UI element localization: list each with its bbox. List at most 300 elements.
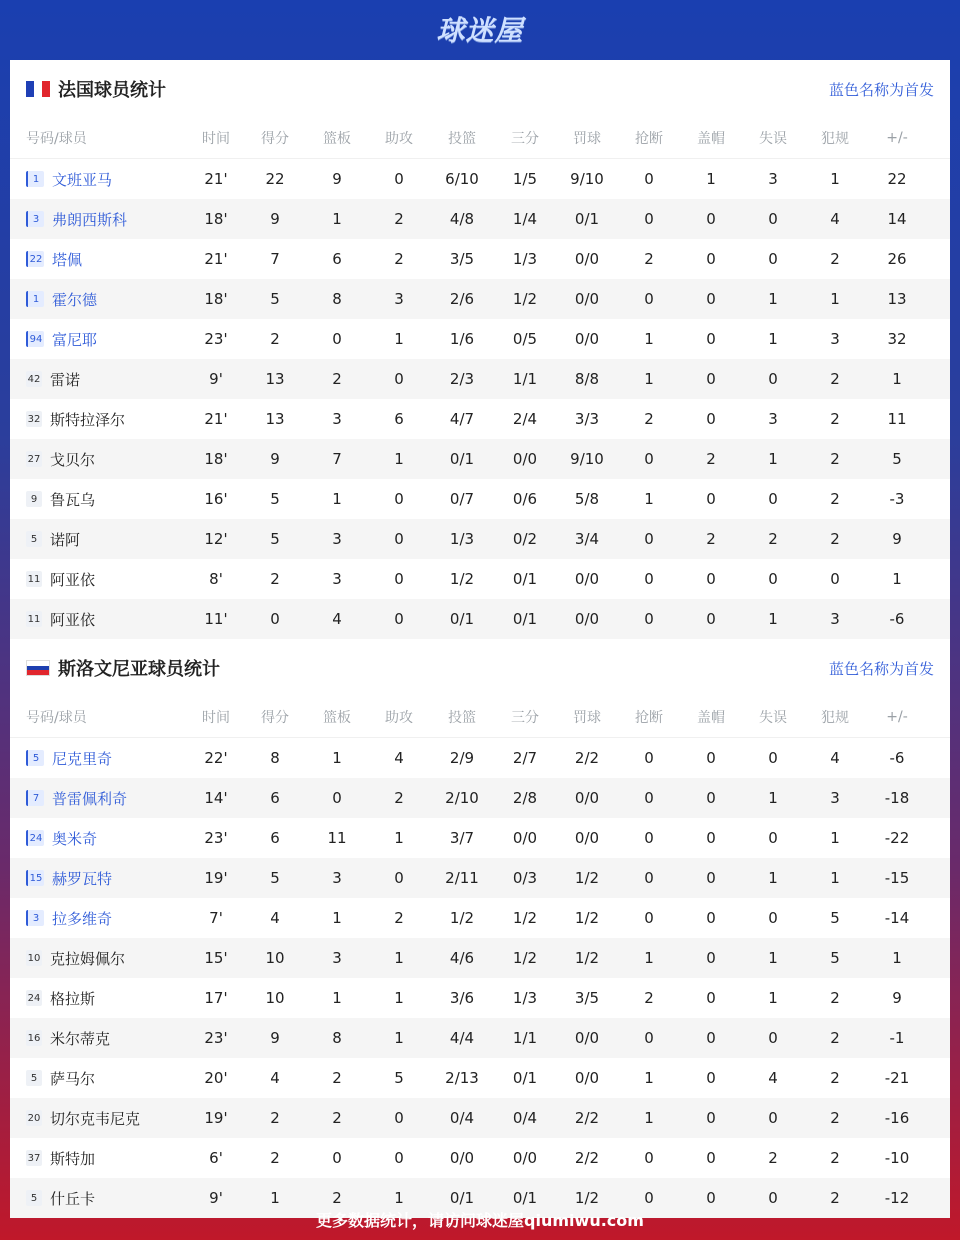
stat-rebounds: 1 [332, 210, 342, 228]
stat-free-throws: 0/0 [574, 250, 600, 268]
table-row[interactable] [10, 239, 950, 279]
stat-points: 2 [270, 1149, 280, 1167]
stat-points: 22 [265, 170, 285, 188]
footer-banner: 更多数据统计，请访问球迷屋qiumiwu.com [316, 1210, 644, 1230]
stat-fouls: 2 [830, 530, 840, 548]
stat-fouls: 4 [830, 210, 840, 228]
stat-free-throws: 1/2 [574, 1189, 600, 1207]
stat-turnovers: 1 [768, 610, 778, 628]
jersey-number-badge: 24 [26, 990, 42, 1006]
stat-three-pointers: 0/1 [512, 570, 538, 588]
stat-field-goals: 0/0 [449, 1149, 475, 1167]
stat-points: 2 [270, 1109, 280, 1127]
stat-minutes: 18' [204, 450, 228, 468]
stat-steals: 0 [644, 1189, 654, 1207]
stat-three-pointers: 1/4 [512, 210, 538, 228]
stat-assists: 2 [394, 789, 404, 807]
header-field-goals: 投篮 [448, 710, 476, 726]
stat-minutes: 18' [204, 290, 228, 308]
header-minutes: 时间 [202, 710, 230, 726]
stat-points: 10 [265, 989, 285, 1007]
stat-field-goals: 3/7 [449, 829, 475, 847]
top-bar [0, 0, 960, 58]
header-plus-minus: +/- [886, 709, 908, 725]
stat-points: 2 [270, 570, 280, 588]
stat-rebounds: 1 [332, 909, 342, 927]
stat-fouls: 3 [830, 610, 840, 628]
jersey-number-badge: 20 [26, 1110, 42, 1126]
stat-points: 5 [270, 290, 280, 308]
stat-rebounds: 0 [332, 330, 342, 348]
player-name[interactable]: 斯特加 [50, 1149, 96, 1168]
stat-field-goals: 2/13 [445, 1069, 479, 1087]
stat-plus-minus: -14 [884, 909, 910, 927]
stat-minutes: 15' [204, 949, 228, 967]
stat-assists: 0 [394, 1149, 404, 1167]
stat-three-pointers: 0/2 [512, 530, 538, 548]
stat-blocks: 0 [706, 1029, 716, 1047]
header-rebounds: 篮板 [323, 710, 351, 726]
stat-turnovers: 0 [768, 490, 778, 508]
table-row[interactable] [10, 439, 950, 479]
stat-fouls: 2 [830, 1109, 840, 1127]
stat-three-pointers: 1/1 [512, 370, 538, 388]
stat-assists: 0 [394, 610, 404, 628]
stat-free-throws: 3/3 [574, 410, 600, 428]
stat-three-pointers: 0/1 [512, 610, 538, 628]
player-name[interactable]: 斯特拉泽尔 [50, 410, 126, 429]
stat-plus-minus: 22 [887, 170, 907, 188]
player-cell [10, 569, 184, 590]
player-name[interactable]: 奥米奇 [52, 829, 98, 848]
stat-plus-minus: 9 [892, 989, 902, 1007]
stat-points: 9 [270, 210, 280, 228]
stat-plus-minus: 1 [892, 370, 902, 388]
stat-field-goals: 4/7 [449, 410, 475, 428]
jersey-number-badge: 10 [26, 950, 42, 966]
stat-rebounds: 7 [332, 450, 342, 468]
team-section [10, 60, 950, 639]
stat-plus-minus: 9 [892, 530, 902, 548]
stat-blocks: 0 [706, 989, 716, 1007]
stat-assists: 1 [394, 1189, 404, 1207]
header-turnovers: 失误 [759, 131, 787, 147]
player-name[interactable]: 塔佩 [52, 250, 83, 269]
stat-three-pointers: 1/5 [512, 170, 538, 188]
stat-steals: 1 [644, 1109, 654, 1127]
stat-points: 1 [270, 1189, 280, 1207]
stat-blocks: 0 [706, 570, 716, 588]
stat-assists: 4 [394, 749, 404, 767]
stat-points: 9 [270, 1029, 280, 1047]
player-name[interactable]: 普雷佩利奇 [52, 789, 128, 808]
stat-points: 13 [265, 370, 285, 388]
player-name[interactable]: 米尔蒂克 [50, 1029, 111, 1048]
stat-plus-minus: -15 [884, 869, 910, 887]
stat-rebounds: 3 [332, 949, 342, 967]
player-cell [10, 329, 184, 350]
jersey-number-badge: 22 [26, 251, 44, 267]
player-cell [10, 948, 184, 969]
jersey-number-badge: 32 [26, 411, 42, 427]
stat-turnovers: 0 [768, 570, 778, 588]
stat-turnovers: 0 [768, 749, 778, 767]
player-cell [10, 1108, 184, 1129]
table-row[interactable] [10, 1098, 950, 1138]
header-player: 号码/球员 [26, 710, 87, 726]
player-name[interactable]: 格拉斯 [50, 989, 96, 1008]
stat-plus-minus: -6 [889, 610, 905, 628]
stat-steals: 0 [644, 610, 654, 628]
stat-field-goals: 4/4 [449, 1029, 475, 1047]
jersey-number-badge: 9 [26, 491, 42, 507]
table-row[interactable] [10, 938, 950, 978]
stat-plus-minus: 32 [887, 330, 907, 348]
stat-fouls: 2 [830, 1029, 840, 1047]
stat-steals: 2 [644, 410, 654, 428]
stat-free-throws: 0/0 [574, 290, 600, 308]
stat-minutes: 21' [204, 170, 228, 188]
stat-assists: 6 [394, 410, 404, 428]
stat-three-pointers: 1/2 [512, 909, 538, 927]
stat-blocks: 0 [706, 829, 716, 847]
stat-blocks: 0 [706, 370, 716, 388]
stat-free-throws: 0/0 [574, 789, 600, 807]
player-cell [10, 609, 184, 630]
stat-plus-minus: -22 [884, 829, 910, 847]
stat-three-pointers: 0/1 [512, 1069, 538, 1087]
stat-blocks: 1 [706, 170, 716, 188]
stat-three-pointers: 0/0 [512, 450, 538, 468]
header-blocks: 盖帽 [697, 710, 725, 726]
stat-fouls: 2 [830, 989, 840, 1007]
stat-rebounds: 4 [332, 610, 342, 628]
france-flag-icon [26, 81, 50, 97]
stat-fouls: 2 [830, 450, 840, 468]
header-fouls: 犯规 [821, 710, 849, 726]
player-name[interactable]: 雷诺 [50, 370, 81, 389]
stat-minutes: 12' [204, 530, 228, 548]
stat-turnovers: 2 [768, 1149, 778, 1167]
player-name[interactable]: 戈贝尔 [50, 450, 96, 469]
stat-assists: 5 [394, 1069, 404, 1087]
stat-assists: 1 [394, 330, 404, 348]
stat-free-throws: 9/10 [570, 170, 604, 188]
stat-minutes: 21' [204, 410, 228, 428]
stat-turnovers: 1 [768, 989, 778, 1007]
stat-blocks: 0 [706, 290, 716, 308]
stat-minutes: 11' [204, 610, 228, 628]
stat-steals: 1 [644, 490, 654, 508]
player-cell [10, 1148, 184, 1169]
stat-field-goals: 2/3 [449, 370, 475, 388]
stat-blocks: 0 [706, 610, 716, 628]
stat-minutes: 21' [204, 250, 228, 268]
player-cell [10, 449, 184, 470]
table-row[interactable] [10, 1058, 950, 1098]
stat-minutes: 14' [204, 789, 228, 807]
stat-plus-minus: -3 [889, 490, 905, 508]
player-name[interactable]: 霍尔德 [52, 290, 98, 309]
table-row[interactable] [10, 279, 950, 319]
stat-steals: 0 [644, 1149, 654, 1167]
stat-field-goals: 2/6 [449, 290, 475, 308]
team-section [10, 639, 950, 1218]
stat-rebounds: 0 [332, 789, 342, 807]
stat-three-pointers: 1/1 [512, 1029, 538, 1047]
stat-rebounds: 9 [332, 170, 342, 188]
table-row[interactable] [10, 319, 950, 359]
team-title: 斯洛文尼亚球员统计 [58, 659, 220, 680]
player-name[interactable]: 切尔克韦尼克 [50, 1109, 141, 1128]
player-cell [10, 748, 184, 769]
player-name[interactable]: 富尼耶 [52, 330, 98, 349]
stat-three-pointers: 1/3 [512, 250, 538, 268]
table-row[interactable] [10, 519, 950, 559]
stat-blocks: 0 [706, 869, 716, 887]
stat-points: 5 [270, 869, 280, 887]
jersey-number-badge: 15 [26, 870, 44, 886]
stat-rebounds: 6 [332, 250, 342, 268]
jersey-number-badge: 5 [26, 750, 44, 766]
player-name[interactable]: 拉多维奇 [52, 909, 113, 928]
player-name[interactable]: 阿亚依 [50, 570, 96, 589]
player-cell [10, 209, 184, 230]
stat-turnovers: 1 [768, 290, 778, 308]
stat-free-throws: 0/0 [574, 610, 600, 628]
stat-free-throws: 0/0 [574, 570, 600, 588]
player-name[interactable]: 阿亚依 [50, 610, 96, 629]
table-row[interactable] [10, 738, 950, 778]
section-title [26, 655, 220, 681]
stat-turnovers: 1 [768, 330, 778, 348]
stat-points: 9 [270, 450, 280, 468]
table-row[interactable] [10, 1018, 950, 1058]
stat-points: 4 [270, 1069, 280, 1087]
stat-turnovers: 0 [768, 250, 778, 268]
header-turnovers: 失误 [759, 710, 787, 726]
player-name[interactable]: 什丘卡 [50, 1189, 96, 1208]
stat-three-pointers: 0/5 [512, 330, 538, 348]
table-row[interactable] [10, 818, 950, 858]
stat-steals: 1 [644, 949, 654, 967]
stat-blocks: 0 [706, 490, 716, 508]
stat-fouls: 2 [830, 370, 840, 388]
section-header [10, 60, 950, 118]
table-row[interactable] [10, 559, 950, 599]
stat-assists: 0 [394, 370, 404, 388]
table-row[interactable] [10, 479, 950, 519]
stat-fouls: 1 [830, 290, 840, 308]
player-cell [10, 409, 184, 430]
stat-blocks: 0 [706, 1069, 716, 1087]
stat-minutes: 23' [204, 1029, 228, 1047]
brand-logo: 球迷屋 [436, 14, 524, 47]
stat-turnovers: 1 [768, 949, 778, 967]
player-cell [10, 1028, 184, 1049]
jersey-number-badge: 24 [26, 830, 44, 846]
stat-plus-minus: -1 [889, 1029, 905, 1047]
stat-minutes: 9' [209, 1189, 223, 1207]
player-cell [10, 289, 184, 310]
stat-field-goals: 3/6 [449, 989, 475, 1007]
stat-fouls: 1 [830, 869, 840, 887]
stat-points: 5 [270, 490, 280, 508]
player-name[interactable]: 鲁瓦乌 [50, 490, 96, 509]
header-field-goals: 投篮 [448, 131, 476, 147]
stat-free-throws: 1/2 [574, 909, 600, 927]
stat-assists: 0 [394, 170, 404, 188]
stat-points: 2 [270, 330, 280, 348]
stat-free-throws: 3/4 [574, 530, 600, 548]
header-three-pointers: 三分 [511, 131, 539, 147]
table-row[interactable] [10, 978, 950, 1018]
stat-rebounds: 1 [332, 989, 342, 1007]
stat-plus-minus: 14 [887, 210, 907, 228]
slovenia-flag-icon [26, 660, 50, 676]
stat-blocks: 0 [706, 1109, 716, 1127]
stat-field-goals: 1/3 [449, 530, 475, 548]
player-cell [10, 788, 184, 809]
stat-steals: 0 [644, 749, 654, 767]
player-name[interactable]: 尼克里奇 [52, 749, 113, 768]
table-row[interactable] [10, 399, 950, 439]
stat-assists: 0 [394, 570, 404, 588]
stat-turnovers: 0 [768, 210, 778, 228]
header-free-throws: 罚球 [573, 710, 601, 726]
player-name[interactable]: 诺阿 [50, 530, 81, 549]
stat-turnovers: 0 [768, 909, 778, 927]
starter-legend-note: 蓝色名称为首发 [828, 80, 934, 99]
stat-rebounds: 3 [332, 570, 342, 588]
stat-plus-minus: 11 [887, 410, 907, 428]
player-name[interactable]: 弗朗西斯科 [52, 210, 128, 229]
stat-minutes: 22' [204, 749, 228, 767]
stat-steals: 0 [644, 450, 654, 468]
stat-free-throws: 5/8 [574, 490, 600, 508]
stat-rebounds: 2 [332, 370, 342, 388]
stat-assists: 0 [394, 869, 404, 887]
stat-plus-minus: 13 [887, 290, 907, 308]
player-name[interactable]: 克拉姆佩尔 [50, 949, 126, 968]
stat-field-goals: 2/11 [445, 869, 479, 887]
table-row[interactable] [10, 359, 950, 399]
player-cell [10, 868, 184, 889]
jersey-number-badge: 11 [26, 571, 42, 587]
stat-rebounds: 8 [332, 290, 342, 308]
stat-free-throws: 1/2 [574, 869, 600, 887]
stat-assists: 1 [394, 989, 404, 1007]
jersey-number-badge: 27 [26, 451, 42, 467]
stat-free-throws: 8/8 [574, 370, 600, 388]
stat-field-goals: 1/2 [449, 570, 475, 588]
stat-field-goals: 3/5 [449, 250, 475, 268]
stat-rebounds: 0 [332, 1149, 342, 1167]
stat-plus-minus: -21 [884, 1069, 910, 1087]
player-name[interactable]: 赫罗瓦特 [52, 869, 113, 888]
player-cell [10, 988, 184, 1009]
stat-field-goals: 4/6 [449, 949, 475, 967]
stat-rebounds: 3 [332, 530, 342, 548]
stat-three-pointers: 0/4 [512, 1109, 538, 1127]
player-name[interactable]: 文班亚马 [52, 170, 113, 189]
stat-three-pointers: 0/0 [512, 1149, 538, 1167]
stat-fouls: 1 [830, 170, 840, 188]
table-row[interactable] [10, 778, 950, 818]
stat-three-pointers: 1/2 [512, 949, 538, 967]
table-row[interactable] [10, 858, 950, 898]
stat-fouls: 3 [830, 330, 840, 348]
section-header [10, 639, 950, 697]
stat-blocks: 0 [706, 909, 716, 927]
stat-rebounds: 2 [332, 1189, 342, 1207]
stat-turnovers: 0 [768, 1029, 778, 1047]
stat-steals: 0 [644, 290, 654, 308]
stat-points: 0 [270, 610, 280, 628]
table-header [10, 697, 950, 738]
stat-turnovers: 3 [768, 170, 778, 188]
player-cell [10, 489, 184, 510]
stat-blocks: 0 [706, 949, 716, 967]
stat-steals: 2 [644, 250, 654, 268]
stat-field-goals: 1/6 [449, 330, 475, 348]
player-name[interactable]: 萨马尔 [50, 1069, 96, 1088]
stat-three-pointers: 2/7 [512, 749, 538, 767]
jersey-number-badge: 5 [26, 1190, 42, 1206]
stat-steals: 0 [644, 170, 654, 188]
stat-three-pointers: 1/2 [512, 290, 538, 308]
stat-three-pointers: 0/1 [512, 1189, 538, 1207]
table-row[interactable] [10, 1138, 950, 1178]
stat-steals: 0 [644, 570, 654, 588]
stat-steals: 0 [644, 789, 654, 807]
stat-plus-minus: 1 [892, 949, 902, 967]
stat-blocks: 0 [706, 1149, 716, 1167]
stat-turnovers: 1 [768, 789, 778, 807]
stat-field-goals: 1/2 [449, 909, 475, 927]
stat-minutes: 7' [209, 909, 223, 927]
stat-fouls: 2 [830, 250, 840, 268]
header-minutes: 时间 [202, 131, 230, 147]
stat-turnovers: 0 [768, 1109, 778, 1127]
stat-plus-minus: 5 [892, 450, 902, 468]
stat-three-pointers: 2/8 [512, 789, 538, 807]
table-row[interactable] [10, 599, 950, 639]
header-steals: 抢断 [635, 131, 663, 147]
table-row[interactable] [10, 898, 950, 938]
stat-blocks: 2 [706, 450, 716, 468]
table-header [10, 118, 950, 159]
stat-field-goals: 0/4 [449, 1109, 475, 1127]
table-row[interactable] [10, 199, 950, 239]
stat-free-throws: 3/5 [574, 989, 600, 1007]
stat-fouls: 2 [830, 1189, 840, 1207]
stat-free-throws: 0/1 [574, 210, 600, 228]
stat-plus-minus: 26 [887, 250, 907, 268]
player-table [10, 738, 950, 1218]
player-table [10, 159, 950, 639]
stat-fouls: 0 [830, 570, 840, 588]
table-row[interactable] [10, 159, 950, 199]
stat-plus-minus: -12 [884, 1189, 910, 1207]
stat-free-throws: 2/2 [574, 1109, 600, 1127]
stat-field-goals: 0/1 [449, 610, 475, 628]
stat-assists: 2 [394, 210, 404, 228]
stat-rebounds: 1 [332, 749, 342, 767]
player-cell [10, 908, 184, 929]
stat-free-throws: 0/0 [574, 330, 600, 348]
stat-field-goals: 0/1 [449, 450, 475, 468]
